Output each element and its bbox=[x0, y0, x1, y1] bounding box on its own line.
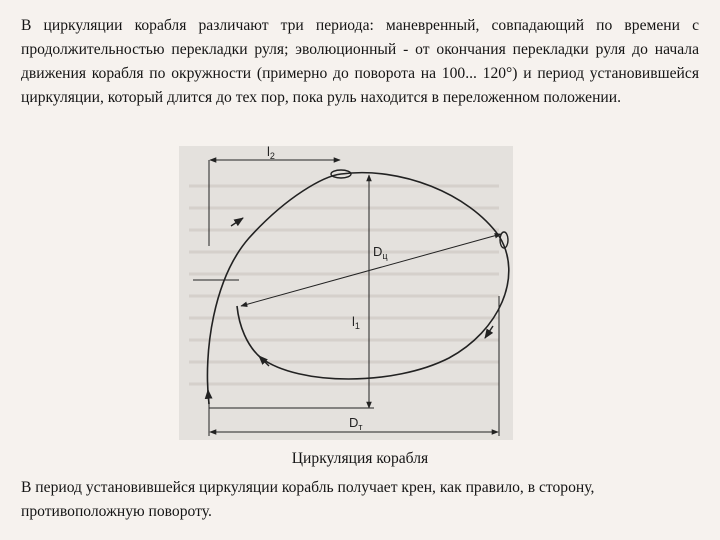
dt-label: $D_т$ bbox=[349, 415, 363, 432]
direction-arrow-top-left bbox=[231, 218, 243, 226]
l2-label: $l_2$ bbox=[267, 146, 275, 161]
conclusion-paragraph: В период установившейся циркуляции корабль получает крен, как правило, в сторону, противоположную повороту. bbox=[21, 479, 595, 520]
figure-caption: Циркуляция корабля bbox=[291, 450, 429, 467]
direction-arrow-up bbox=[208, 390, 209, 404]
du-label: $D_ц$ bbox=[373, 244, 388, 261]
l1-label: $l_1$ bbox=[352, 314, 360, 331]
circulation-diagram-svg bbox=[179, 146, 513, 440]
intro-paragraph: В циркуляции корабля различают три периода: маневренный, совпадающий по времени с продолжительностью перекладки руля; эволюционный - от окончания перекладки руля до начала движения корабля по окружности (примерно до поворота на 100... 120°) и период установившейся циркуляции, который длится до тех пор, пока руль находится в переложенном положении. bbox=[21, 17, 699, 106]
background-texture bbox=[189, 186, 499, 384]
circulation-diagram bbox=[179, 146, 513, 440]
